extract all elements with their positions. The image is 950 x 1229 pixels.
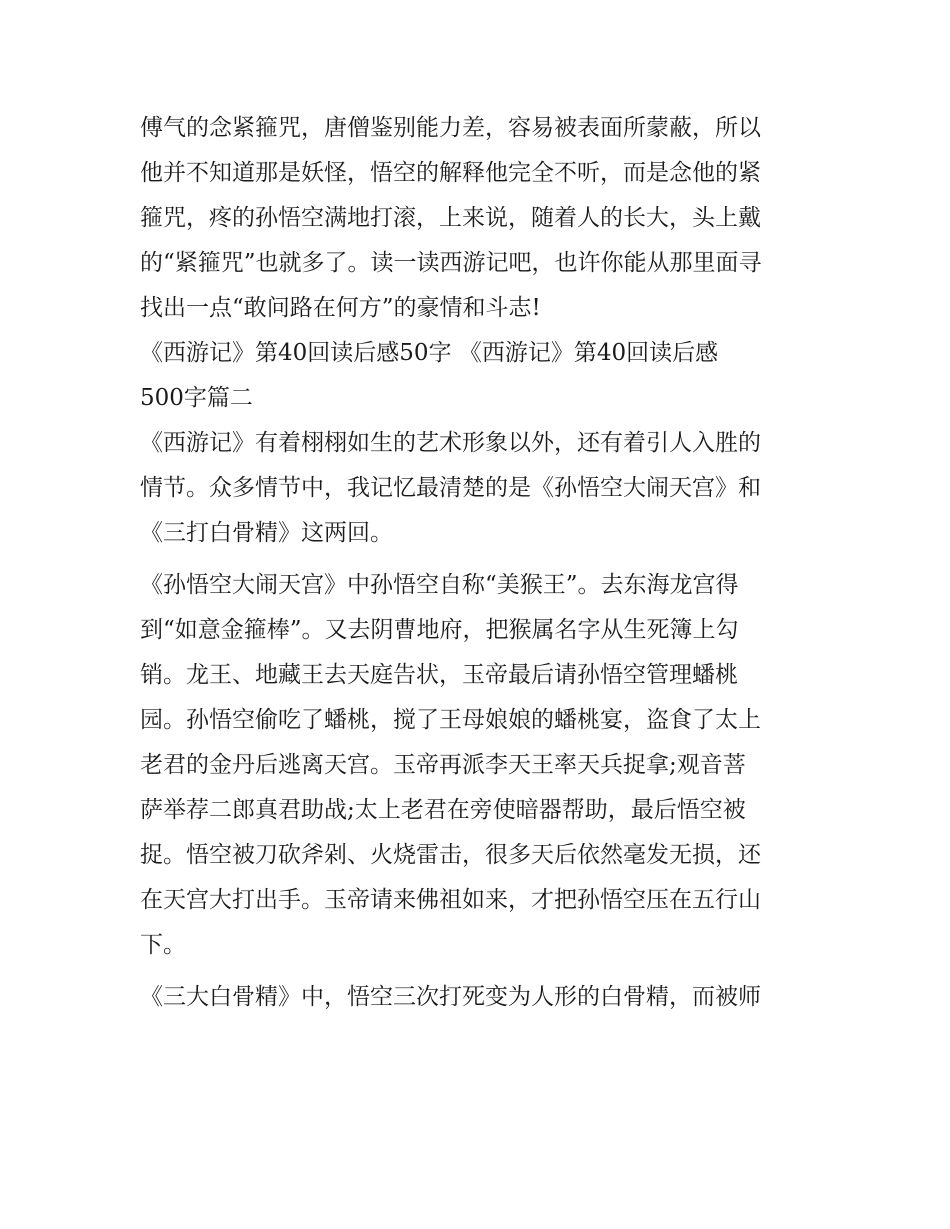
text-line: 萨举荐二郎真君助战;太上老君在旁使暗器帮助，最后悟空被 — [140, 797, 746, 823]
text-line: 到“如意金箍棒”。又去阴曹地府，把猴属名字从生死簿上勾 — [140, 617, 739, 643]
text-line: 销。龙王、地藏王去天庭告状，玉帝最后请孙悟空管理蟠桃 — [140, 662, 738, 688]
text-line: 下。 — [140, 932, 186, 958]
text-line: 老君的金丹后逃离天宫。玉帝再派李天王率天兵捉拿;观音菩 — [140, 752, 746, 778]
text-line: 《三打白骨精》这两回。 — [140, 520, 393, 546]
text-line: 《西游记》有着栩栩如生的艺术形象以外，还有着引人入胜的 — [140, 430, 761, 456]
text-line: 《三大白骨精》中，悟空三次打死变为人形的白骨精，而被师 — [140, 984, 761, 1010]
text-line: 箍咒，疼的孙悟空满地打滚，上来说，随着人的长大，头上戴 — [140, 205, 761, 231]
text-line: 园。孙悟空偷吃了蟠桃，搅了王母娘娘的蟠桃宴，盗食了太上 — [140, 707, 761, 733]
text-line: 在天宫大打出手。玉帝请来佛祖如来，才把孙悟空压在五行山 — [140, 887, 761, 913]
body-text — [140, 106, 820, 1020]
section-heading-line: 《西游记》第40回读后感50字 《西游记》第40回读后感 — [140, 340, 719, 366]
text-line: 情节。众多情节中，我记忆最清楚的是《孙悟空大闹天宫》和 — [140, 475, 761, 501]
text-line: 的“紧箍咒”也就多了。读一读西游记吧，也许你能从那里面寻 — [140, 250, 762, 276]
text-line: 找出一点“敢问路在何方”的豪情和斗志! — [140, 295, 541, 321]
section-heading-line: 500字篇二 — [140, 385, 253, 411]
text-line: 捉。悟空被刀砍斧剁、火烧雷击，很多天后依然毫发无损，还 — [140, 842, 761, 868]
text-line: 他并不知道那是妖怪，悟空的解释他完全不听，而是念他的紧 — [140, 160, 761, 186]
text-line: 傅气的念紧箍咒，唐僧鉴别能力差，容易被表面所蒙蔽，所以 — [140, 115, 761, 141]
text-line: 《孙悟空大闹天宫》中孙悟空自称“美猴王”。去东海龙宫得 — [140, 572, 739, 598]
